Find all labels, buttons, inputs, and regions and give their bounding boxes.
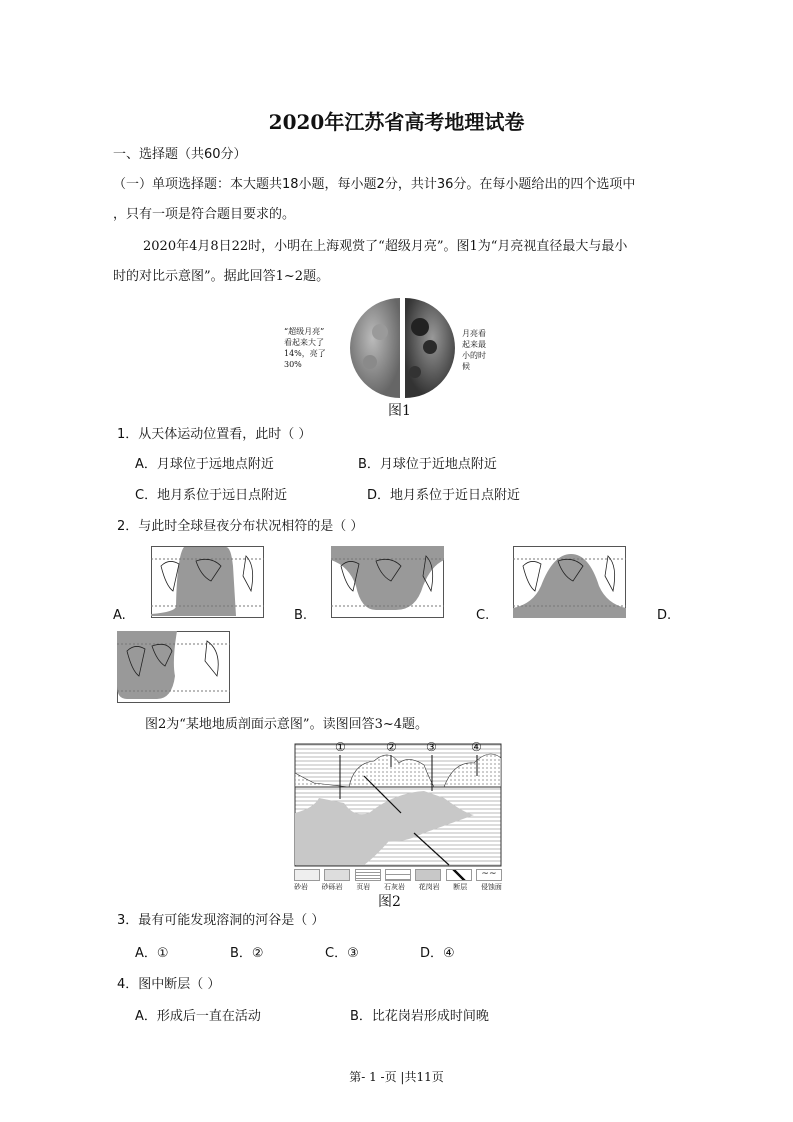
q3-option-c: C．③ [325,946,359,961]
figure-2-legend [294,869,502,881]
legend-label: 花岗岩 [418,883,440,891]
marker-3: ③ [426,740,437,754]
q1-option-a: A．月球位于远地点附近 [135,457,274,472]
page-footer: 第- 1 -页 |共11页 [349,1070,444,1084]
legend-label: 侵蚀面 [480,883,502,891]
figure-2-geology [294,740,502,913]
question-1: 1．从天体运动位置看，此时（ ） [117,427,312,442]
marker-1: ① [335,740,346,754]
moon-left-label: “超级月亮” 看起来大了 14%，亮了 30% [284,327,326,369]
legend-swatch [324,869,350,881]
legend-swatch [294,869,320,881]
marker-2: ② [386,740,397,754]
map-option-d [117,631,230,703]
q4-option-a: A．形成后一直在活动 [135,1009,261,1024]
legend-label: 断层 [453,883,468,891]
q2-option-b: B. [294,608,308,623]
map-option-b [331,546,444,618]
intro1-line-2: 时的对比示意图”。据此回答1~2题。 [113,269,330,284]
legend-swatch [415,869,441,881]
geology-section [294,743,502,867]
question-4: 4．图中断层（ ） [117,977,221,992]
legend-swatch-erosion: ~~ [476,869,502,881]
map-option-c [513,546,626,618]
legend-label: 页岩 [356,883,371,891]
q4-option-b: B．比花岗岩形成时间晚 [350,1009,489,1024]
intro2: 图2为“某地地质剖面示意图”。读图回答3~4题。 [145,717,428,732]
q2-option-d: D. [657,608,672,623]
legend-label: 砂岩 [294,883,308,891]
q1-option-d: D．地月系位于近日点附近 [367,488,521,503]
intro1-line-1: 2020年4月8日22时，小明在上海观赏了“超级月亮”。图1为“月亮视直径最大与最小 [143,239,628,254]
map-option-a [151,546,264,618]
legend-swatch [385,869,411,881]
instructions-line-2: ，只有一项是符合题目要求的。 [113,207,296,222]
q1-option-b: B．月球位于近地点附近 [358,457,497,472]
figure-2-caption: 图2 [378,894,401,910]
q2-option-a: A. [113,608,126,623]
legend-label: 砂砾岩 [321,883,343,891]
q2-option-c: C. [476,608,490,623]
question-2: 2．与此时全球昼夜分布状况相符的是（ ） [117,519,364,534]
page-title: 2020年江苏省高考地理试卷 [268,110,525,134]
q3-option-a: A．① [135,946,169,961]
q3-option-d: D．④ [420,946,455,961]
moon-right-label: 月亮看 起来最 小的时 候 [462,329,486,371]
marker-4: ④ [471,740,482,754]
legend-swatch-fault [446,869,472,881]
question-3: 3．最有可能发现溶洞的河谷是（ ） [117,913,325,928]
legend-label: 石灰岩 [383,883,405,891]
section-heading: 一、选择题（共60分） [113,147,247,162]
q1-option-c: C．地月系位于远日点附近 [135,488,288,503]
legend-swatch [355,869,381,881]
instructions-line-1: （一）单项选择题：本大题共18小题，每小题2分，共计36分。在每小题给出的四个选项中 [113,177,636,192]
q3-option-b: B．② [230,946,264,961]
figure-1-caption: 图1 [388,403,411,419]
figure-1-moon [284,292,510,422]
